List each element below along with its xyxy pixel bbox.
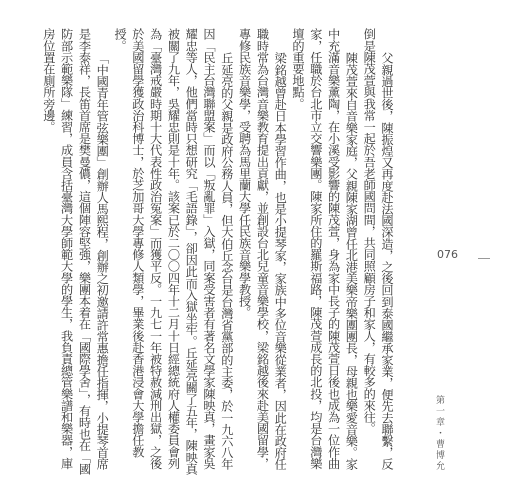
body-text (35, 28, 395, 476)
paragraph: 丘延亮的父親是政府公務人員，但大伯丘念台是台灣省黨部的主委，於一九六八年因「民主台灣聯盟案」而以「叛亂罪」入獄，同案受害者有著名文學家陳映真，畫家吳耀忠等人，他們當時只想研究「毛語錄」，卻因此而入獄坐牢。丘延亮關了五年，陳映真被關了九年，吳耀忠則是十年。該案已於二〇〇四年十二月十日經總統府人權委員會列為「臺灣戒嚴時期十大代表性政治冤案」而獲平反。一九七一年被特赦減刑出獄，之後於美國留學獲政治科博士，於芝加哥大學專修人類學，畢業後赴香港浸會大學擔任教授。 (113, 28, 234, 475)
paragraph: 陳茂萱來自音樂家庭，父親陳家湖曾任北港美樂帝樂團團長，母親也樂愛音樂。家中充滿音樂薰陶，在小溪受影響的陳茂萱，身為家中長子的陳茂萱日後也成為一位作曲家，任職於台北市立交響樂團。陳家所住的羅斯福路，陳茂萱成長的北投，均是台灣樂壇的重要地點。 (291, 28, 359, 470)
running-head: 第一章・曹博允 (434, 395, 444, 472)
paragraph: 父親過世後，陳振煌又再度赴法國深造，之後回到泰國繼承家業，便先去聯繫，反倒是陳茂萱與我常一起於吾老師國問間，共同照顧房子和家人，有較多的來往。 (362, 28, 394, 470)
paragraph: 梁銘越曾赴日本學習作曲，也是小提琴家，家族中多位音樂從業者，因此在政府任職時常為台灣音樂教育提出貢獻，並創設台北兒童音樂學校，梁銘越後來赴美國留學，專修民族音樂學，受聘為馬里蘭大學任民族音樂學教授。 (237, 28, 288, 470)
paragraph: 「中國青年管弦樂團」創辦人馬熙程，創辦之初邀請許常惠擔任指揮，小提琴首席是李泰祥，長笛首席是樊曼儂，這個陣容堅強，樂團本着在「國際學舍」，有時也在「國防部示範樂隊」練習，成員含括臺灣大學師範大學的學生，我負責總管樂譜和樂器，庫房位置在廁所旁邊。 (41, 28, 110, 475)
page-number: 076 (437, 248, 458, 261)
margin-rule (478, 258, 490, 259)
